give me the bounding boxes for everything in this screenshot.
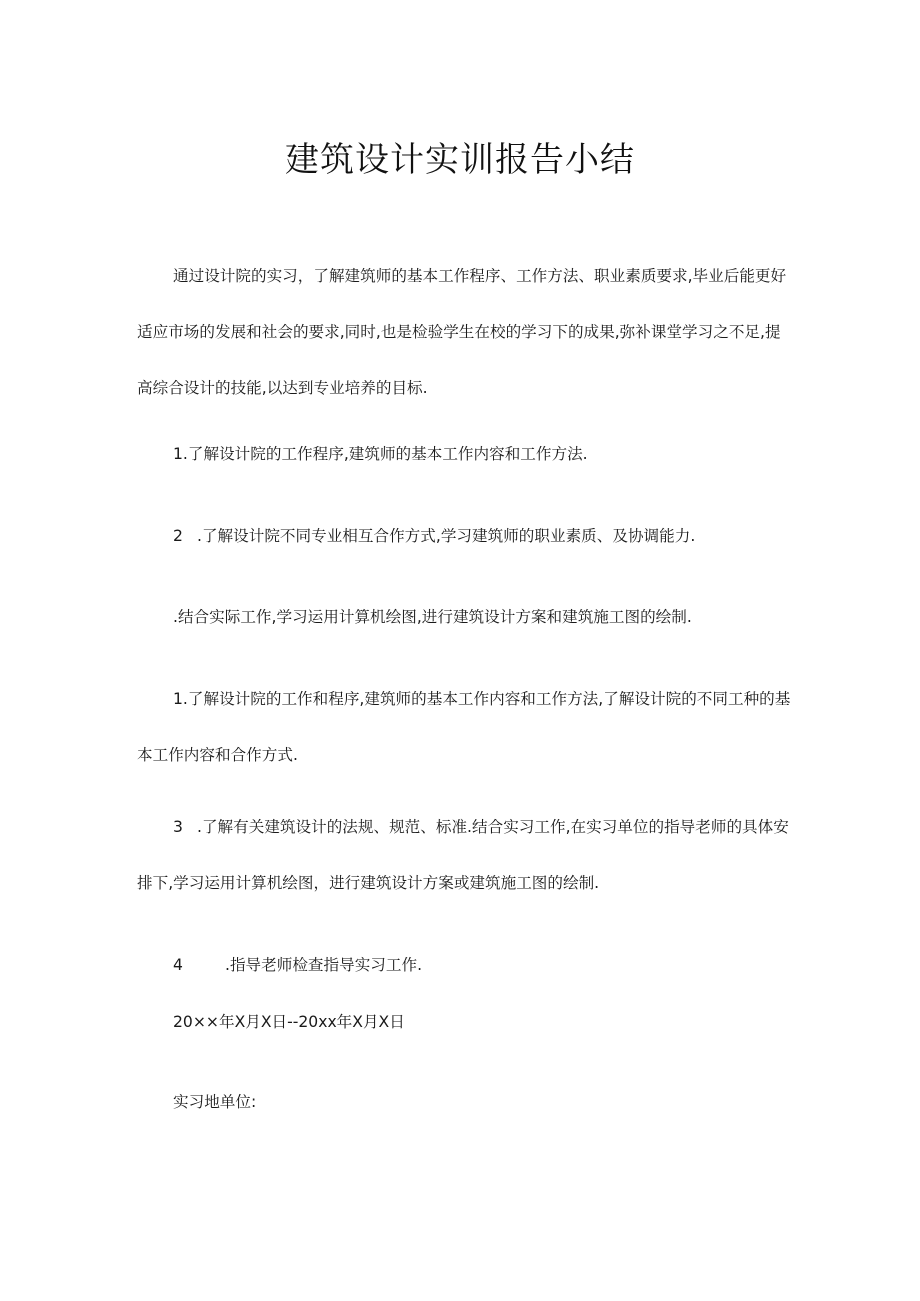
date-range: 20××年X月X日--20xx年X月X日: [173, 1013, 405, 1031]
item-f-text: .指导老师检查指导实习工作.: [225, 956, 423, 974]
unit-paragraph: [137, 1088, 787, 1117]
item-e-text: .了解有关建筑设计的法规、规范、标准.结合实习工作,在实习单位的指导老师的具体安: [197, 818, 789, 836]
document-title: 建筑设计实训报告小结: [285, 140, 635, 180]
item-b-text: .了解设计院不同专业相互合作方式,学习建筑师的职业素质、及协调能力.: [197, 527, 696, 545]
item-b-number: 2: [173, 527, 183, 545]
item-paragraph-e: [137, 813, 787, 898]
unit-label: 实习地单位:: [173, 1093, 257, 1111]
item-c-text: .结合实际工作,学习运用计算机绘图,进行建筑设计方案和建筑施工图的绘制.: [173, 608, 692, 626]
intro-line-2: 适应市场的发展和社会的要求,同时,也是检验学生在校的学习下的成果,弥补课堂学习之不足,提: [137, 323, 781, 341]
item-d-line-1: 1.了解设计院的工作和程序,建筑师的基本工作内容和工作方法,了解设计院的不同工种的基: [173, 690, 791, 708]
item-e-number: 3: [173, 818, 183, 836]
item-paragraph-d: [137, 685, 791, 770]
item-d-line-2: 本工作内容和合作方式.: [137, 746, 298, 764]
intro-paragraph: [137, 262, 787, 403]
item-a-text: 1.了解设计院的工作程序,建筑师的基本工作内容和工作方法.: [173, 445, 588, 463]
item-e-line-2: 排下,学习运用计算机绘图，进行建筑设计方案或建筑施工图的绘制.: [137, 874, 600, 892]
item-paragraph-c: [137, 603, 787, 632]
intro-line-1: 通过设计院的实习，了解建筑师的基本工作程序、工作方法、职业素质要求,毕业后能更好: [173, 267, 787, 285]
date-range-paragraph: [137, 1008, 787, 1037]
item-paragraph-a: [137, 440, 787, 469]
item-paragraph-f: [137, 951, 787, 980]
item-paragraph-b: [137, 522, 787, 551]
item-f-number: 4: [173, 956, 183, 974]
intro-line-3: 高综合设计的技能,以达到专业培养的目标.: [137, 379, 428, 397]
item-b-line: [137, 522, 787, 551]
item-f-line: [137, 951, 787, 980]
item-e-line-1: [137, 813, 787, 842]
